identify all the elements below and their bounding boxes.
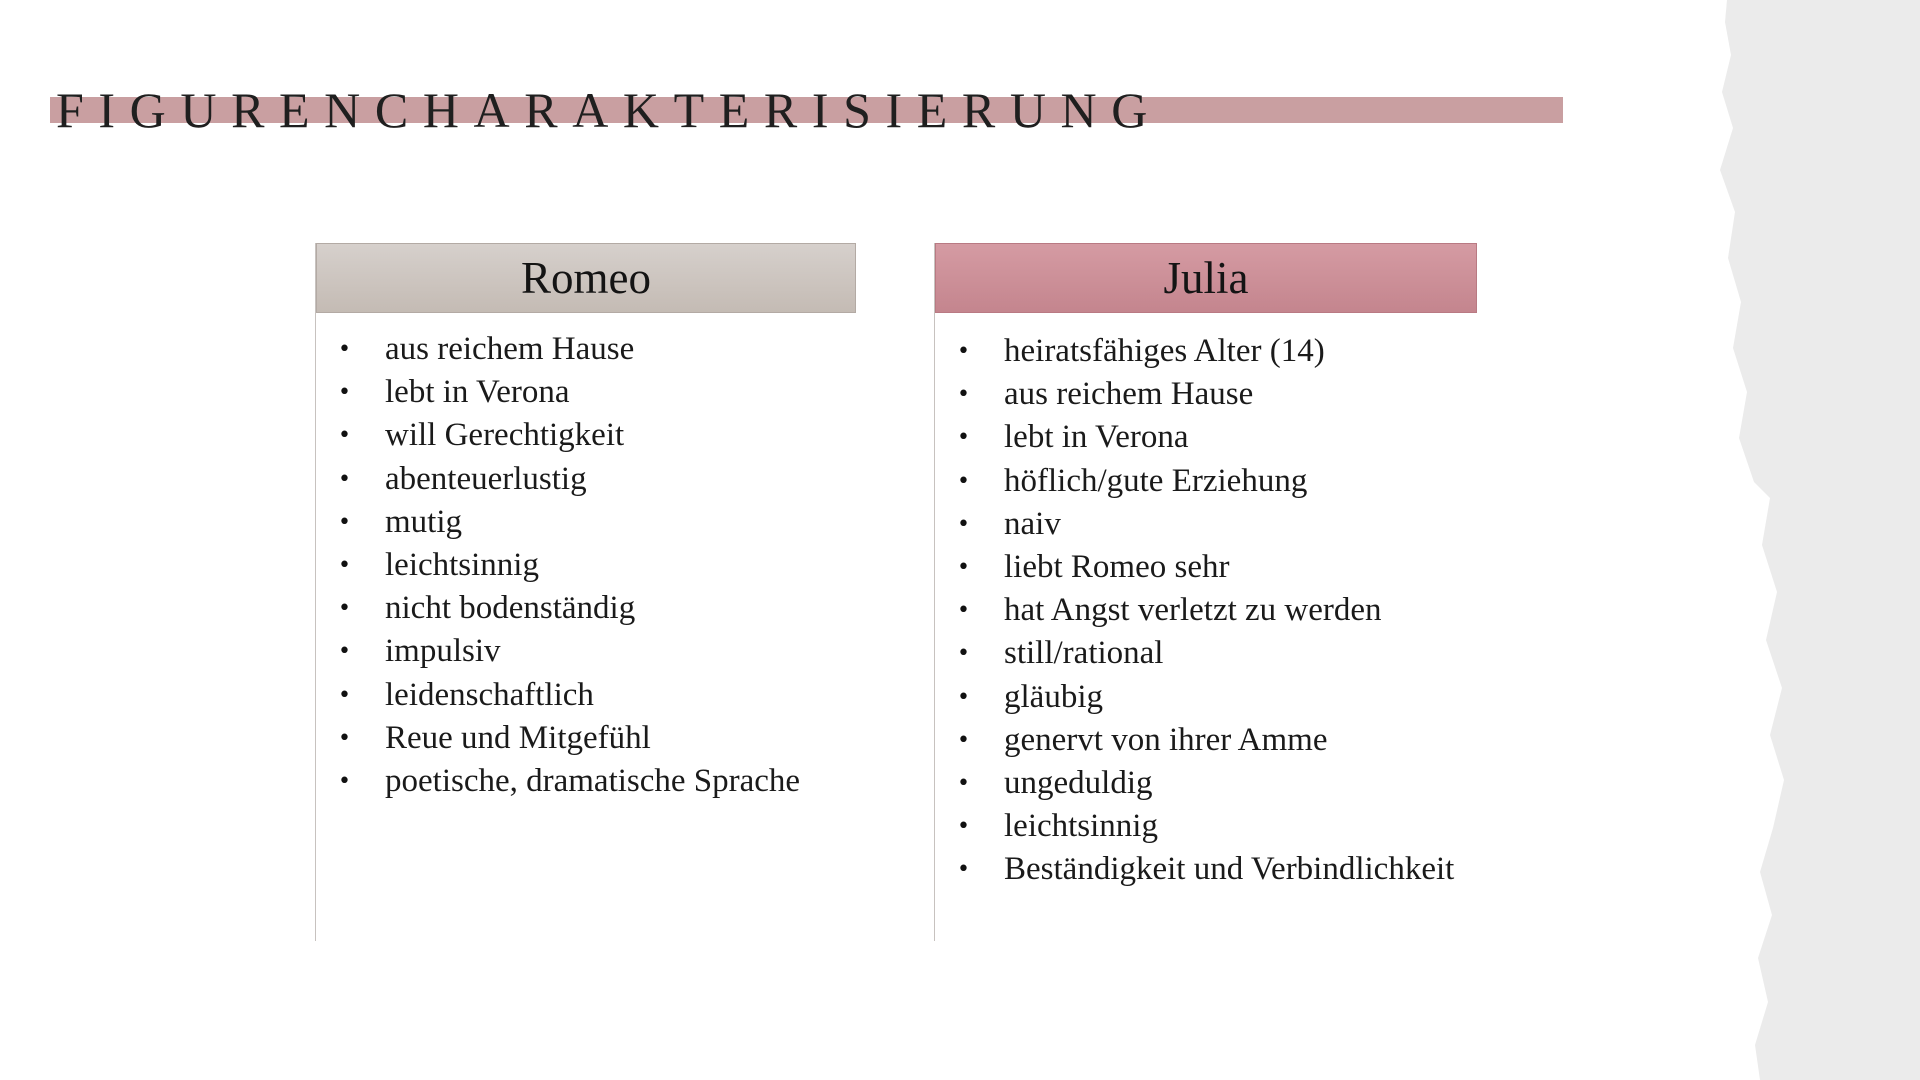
romeo-trait-list <box>316 313 856 803</box>
bullet-icon: • <box>957 598 970 624</box>
bullet-icon: • <box>957 425 970 451</box>
trait-text: heiratsfähiges Alter (14) <box>1004 333 1325 369</box>
bullet-icon: • <box>957 857 970 883</box>
romeo-trait <box>316 371 856 414</box>
julia-trait <box>935 416 1477 459</box>
bullet-icon: • <box>338 768 351 794</box>
bullet-icon: • <box>957 727 970 753</box>
julia-trait-list <box>935 313 1477 891</box>
trait-text: hat Angst verletzt zu werden <box>1004 592 1382 629</box>
bullet-icon: • <box>338 509 351 535</box>
trait-text: liebt Romeo sehr <box>1004 548 1230 585</box>
bullet-icon: • <box>957 641 970 667</box>
trait-text: Reue und Mitgefühl <box>385 719 651 756</box>
trait-text: leichtsinnig <box>1004 808 1158 845</box>
julia-trait <box>935 330 1477 373</box>
bullet-icon: • <box>338 552 351 578</box>
romeo-trait <box>316 674 856 717</box>
bullet-icon: • <box>957 511 970 537</box>
bullet-icon: • <box>338 725 351 751</box>
julia-trait <box>935 373 1477 416</box>
julia-column <box>934 243 1477 941</box>
trait-text: höflich/gute Erziehung <box>1004 462 1308 499</box>
trait-text: lebt in Verona <box>1004 419 1189 456</box>
julia-trait <box>935 848 1477 891</box>
trait-text: ungeduldig <box>1004 764 1153 801</box>
trait-text: poetische, dramatische Sprache <box>385 762 801 799</box>
julia-header: Julia <box>935 243 1477 313</box>
trait-text: lebt in Verona <box>385 374 570 411</box>
romeo-trait <box>316 630 856 673</box>
julia-trait <box>935 676 1477 719</box>
julia-trait <box>935 460 1477 503</box>
romeo-trait <box>316 501 856 544</box>
trait-text: impulsiv <box>385 633 501 670</box>
romeo-trait <box>316 414 856 457</box>
romeo-trait <box>316 587 856 630</box>
trait-text: aus reichem Hause <box>385 331 635 367</box>
bullet-icon: • <box>957 339 970 364</box>
julia-trait <box>935 503 1477 546</box>
trait-text: naiv <box>1004 505 1061 542</box>
bullet-icon: • <box>957 814 970 840</box>
bullet-icon: • <box>957 684 970 710</box>
bullet-icon: • <box>338 380 351 406</box>
torn-paper-shape <box>1720 0 1920 1080</box>
bullet-icon: • <box>957 770 970 796</box>
bullet-icon: • <box>957 382 970 408</box>
trait-text: still/rational <box>1004 635 1164 672</box>
bullet-icon: • <box>338 466 351 492</box>
romeo-trait <box>316 760 856 803</box>
romeo-trait <box>316 717 856 760</box>
romeo-trait <box>316 328 856 371</box>
romeo-trait <box>316 458 856 501</box>
julia-trait <box>935 805 1477 848</box>
bullet-icon: • <box>338 682 351 708</box>
romeo-trait <box>316 544 856 587</box>
trait-text: abenteuerlustig <box>385 460 587 497</box>
romeo-column <box>315 243 856 941</box>
bullet-icon: • <box>957 554 970 580</box>
trait-text: nicht bodenständig <box>385 590 636 627</box>
julia-trait <box>935 589 1477 632</box>
bullet-icon: • <box>338 337 351 362</box>
trait-text: leidenschaftlich <box>385 676 594 713</box>
trait-text: aus reichem Hause <box>1004 376 1254 413</box>
julia-trait <box>935 762 1477 805</box>
julia-trait <box>935 546 1477 589</box>
trait-text: Beständigkeit und Verbindlichkeit <box>1004 851 1455 888</box>
trait-text: mutig <box>385 503 463 540</box>
bullet-icon: • <box>338 596 351 622</box>
bullet-icon: • <box>338 423 351 449</box>
julia-trait <box>935 719 1477 762</box>
julia-trait <box>935 632 1477 675</box>
romeo-header: Romeo <box>316 243 856 313</box>
trait-text: genervt von ihrer Amme <box>1004 721 1328 758</box>
trait-text: gläubig <box>1004 678 1103 715</box>
slide-title: FIGURENCHARAKTERISIERUNG <box>56 82 1162 138</box>
trait-text: leichtsinnig <box>385 546 539 583</box>
trait-text: will Gerechtigkeit <box>385 417 625 454</box>
bullet-icon: • <box>957 468 970 494</box>
bullet-icon: • <box>338 639 351 665</box>
